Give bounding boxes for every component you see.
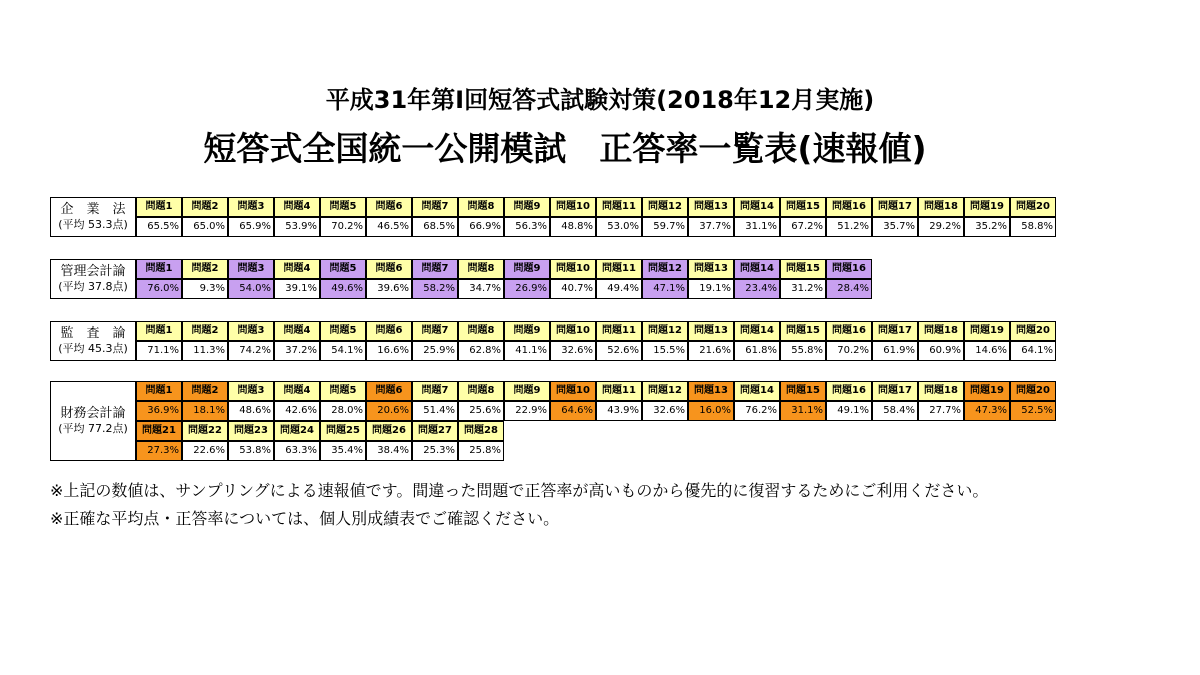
question-header: 問題5 [320,197,366,217]
correct-rate: 25.9% [412,341,458,361]
subject-name: 財務会計論 [60,406,126,421]
question-header: 問題21 [136,421,182,441]
correct-rate: 51.4% [412,401,458,421]
question-header: 問題7 [412,259,458,279]
question-header: 問題2 [182,321,228,341]
question-header: 問題10 [550,381,596,401]
question-header: 問題18 [918,321,964,341]
correct-rate: 46.5% [366,217,412,237]
question-header: 問題27 [412,421,458,441]
question-header: 問題14 [734,381,780,401]
correct-rate: 32.6% [642,401,688,421]
correct-rate: 59.7% [642,217,688,237]
correct-rate: 53.8% [228,441,274,461]
question-header: 問題18 [918,197,964,217]
subject-label [50,381,136,461]
correct-rate: 28.0% [320,401,366,421]
correct-rate: 35.7% [872,217,918,237]
correct-rate: 58.4% [872,401,918,421]
question-header: 問題12 [642,321,688,341]
title-line-1: 平成31年第Ⅰ回短答式試験対策(2018年12月実施) [325,86,875,114]
correct-rate: 48.8% [550,217,596,237]
question-header: 問題16 [826,321,872,341]
question-header: 問題20 [1010,321,1056,341]
question-header: 問題3 [228,259,274,279]
question-header: 問題16 [826,381,872,401]
question-header: 問題6 [366,197,412,217]
subject-label [50,259,136,299]
correct-rate: 70.2% [320,217,366,237]
correct-rate: 58.8% [1010,217,1056,237]
question-header: 問題11 [596,381,642,401]
correct-rate: 9.3% [182,279,228,299]
correct-rate: 76.0% [136,279,182,299]
correct-rate: 35.2% [964,217,1010,237]
correct-rate: 52.6% [596,341,642,361]
question-header: 問題6 [366,381,412,401]
correct-rate: 65.5% [136,217,182,237]
question-header: 問題19 [964,197,1010,217]
correct-rate: 49.6% [320,279,366,299]
question-header: 問題9 [504,259,550,279]
correct-rate: 68.5% [412,217,458,237]
question-header: 問題8 [458,259,504,279]
correct-rate: 19.1% [688,279,734,299]
question-header: 問題7 [412,197,458,217]
question-header: 問題1 [136,381,182,401]
correct-rate: 63.3% [274,441,320,461]
correct-rate: 55.8% [780,341,826,361]
correct-rate: 47.1% [642,279,688,299]
correct-rate: 65.0% [182,217,228,237]
correct-rate: 70.2% [826,341,872,361]
subject-label [50,197,136,237]
correct-rate: 23.4% [734,279,780,299]
correct-rate: 31.1% [734,217,780,237]
correct-rate: 66.9% [458,217,504,237]
question-header: 問題13 [688,321,734,341]
question-header: 問題24 [274,421,320,441]
question-header: 問題20 [1010,197,1056,217]
question-header: 問題14 [734,259,780,279]
subject-average: (平均 37.8点) [58,280,128,293]
question-header: 問題23 [228,421,274,441]
correct-rate: 65.9% [228,217,274,237]
correct-rate: 25.6% [458,401,504,421]
correct-rate: 34.7% [458,279,504,299]
question-header: 問題3 [228,381,274,401]
correct-rate: 51.2% [826,217,872,237]
question-header: 問題13 [688,197,734,217]
correct-rate: 52.5% [1010,401,1056,421]
correct-rate: 22.9% [504,401,550,421]
correct-rate: 27.3% [136,441,182,461]
question-header: 問題19 [964,321,1010,341]
correct-rate: 37.2% [274,341,320,361]
question-header: 問題7 [412,321,458,341]
correct-rate: 61.8% [734,341,780,361]
question-header: 問題4 [274,197,320,217]
question-header: 問題9 [504,321,550,341]
correct-rate: 67.2% [780,217,826,237]
question-header: 問題16 [826,259,872,279]
correct-rate: 40.7% [550,279,596,299]
question-header: 問題12 [642,381,688,401]
correct-rate: 25.8% [458,441,504,461]
correct-rate: 74.2% [228,341,274,361]
correct-rate: 48.6% [228,401,274,421]
question-header: 問題8 [458,321,504,341]
correct-rate: 31.2% [780,279,826,299]
title-line-2: 短答式全国統一公開模試 正答率一覧表(速報値) [203,129,927,168]
correct-rate: 25.3% [412,441,458,461]
correct-rate: 20.6% [366,401,412,421]
correct-rate: 53.9% [274,217,320,237]
correct-rate: 60.9% [918,341,964,361]
correct-rate: 31.1% [780,401,826,421]
correct-rate: 22.6% [182,441,228,461]
question-header: 問題17 [872,197,918,217]
correct-rate: 49.4% [596,279,642,299]
correct-rate: 61.9% [872,341,918,361]
question-header: 問題6 [366,259,412,279]
question-header: 問題7 [412,381,458,401]
question-header: 問題4 [274,381,320,401]
question-header: 問題3 [228,321,274,341]
question-header: 問題2 [182,381,228,401]
correct-rate: 16.6% [366,341,412,361]
correct-rate: 54.0% [228,279,274,299]
correct-rate: 18.1% [182,401,228,421]
question-header: 問題12 [642,259,688,279]
question-header: 問題18 [918,381,964,401]
correct-rate: 39.6% [366,279,412,299]
question-header: 問題11 [596,321,642,341]
question-header: 問題16 [826,197,872,217]
correct-rate: 15.5% [642,341,688,361]
question-header: 問題13 [688,381,734,401]
correct-rate: 39.1% [274,279,320,299]
question-header: 問題14 [734,321,780,341]
correct-rate: 16.0% [688,401,734,421]
question-header: 問題6 [366,321,412,341]
question-header: 問題5 [320,321,366,341]
correct-rate: 26.9% [504,279,550,299]
question-header: 問題9 [504,197,550,217]
question-header: 問題17 [872,321,918,341]
correct-rate: 53.0% [596,217,642,237]
question-header: 問題11 [596,197,642,217]
correct-rate: 56.3% [504,217,550,237]
subject-average: (平均 53.3点) [58,218,128,231]
question-header: 問題2 [182,259,228,279]
correct-rate: 54.1% [320,341,366,361]
subject-average: (平均 45.3点) [58,342,128,355]
correct-rate: 29.2% [918,217,964,237]
question-header: 問題14 [734,197,780,217]
question-header: 問題28 [458,421,504,441]
correct-rate: 27.7% [918,401,964,421]
note-2: ※正確な平均点・正答率については、個人別成績表でご確認ください。 [50,509,560,528]
correct-rate: 35.4% [320,441,366,461]
question-header: 問題13 [688,259,734,279]
question-header: 問題5 [320,381,366,401]
correct-rate: 32.6% [550,341,596,361]
question-header: 問題1 [136,259,182,279]
question-header: 問題8 [458,381,504,401]
correct-rate: 37.7% [688,217,734,237]
question-header: 問題11 [596,259,642,279]
correct-rate: 11.3% [182,341,228,361]
note-1: ※上記の数値は、サンプリングによる速報値です。間違った問題で正答率が高いものから優先的に復習するためにご利用ください。 [50,481,989,500]
question-header: 問題20 [1010,381,1056,401]
question-header: 問題17 [872,381,918,401]
question-header: 問題1 [136,321,182,341]
correct-rate: 38.4% [366,441,412,461]
question-header: 問題15 [780,381,826,401]
correct-rate: 36.9% [136,401,182,421]
correct-rate: 64.6% [550,401,596,421]
question-header: 問題1 [136,197,182,217]
correct-rate: 64.1% [1010,341,1056,361]
correct-rate: 47.3% [964,401,1010,421]
correct-rate: 62.8% [458,341,504,361]
question-header: 問題19 [964,381,1010,401]
question-header: 問題4 [274,321,320,341]
question-header: 問題10 [550,259,596,279]
question-header: 問題22 [182,421,228,441]
question-header: 問題8 [458,197,504,217]
correct-rate: 14.6% [964,341,1010,361]
question-header: 問題26 [366,421,412,441]
question-header: 問題9 [504,381,550,401]
subject-name: 監 査 論 [60,326,126,341]
correct-rate: 49.1% [826,401,872,421]
correct-rate: 28.4% [826,279,872,299]
correct-rate: 58.2% [412,279,458,299]
correct-rate: 41.1% [504,341,550,361]
question-header: 問題4 [274,259,320,279]
question-header: 問題5 [320,259,366,279]
correct-rate: 21.6% [688,341,734,361]
subject-average: (平均 77.2点) [58,422,128,435]
subject-name: 管理会計論 [60,264,126,279]
question-header: 問題25 [320,421,366,441]
question-header: 問題15 [780,321,826,341]
subject-label [50,321,136,361]
correct-rate: 71.1% [136,341,182,361]
question-header: 問題3 [228,197,274,217]
question-header: 問題15 [780,259,826,279]
subject-name: 企 業 法 [60,202,126,217]
question-header: 問題12 [642,197,688,217]
question-header: 問題2 [182,197,228,217]
question-header: 問題10 [550,321,596,341]
correct-rate: 42.6% [274,401,320,421]
correct-rate: 76.2% [734,401,780,421]
question-header: 問題15 [780,197,826,217]
correct-rate: 43.9% [596,401,642,421]
question-header: 問題10 [550,197,596,217]
